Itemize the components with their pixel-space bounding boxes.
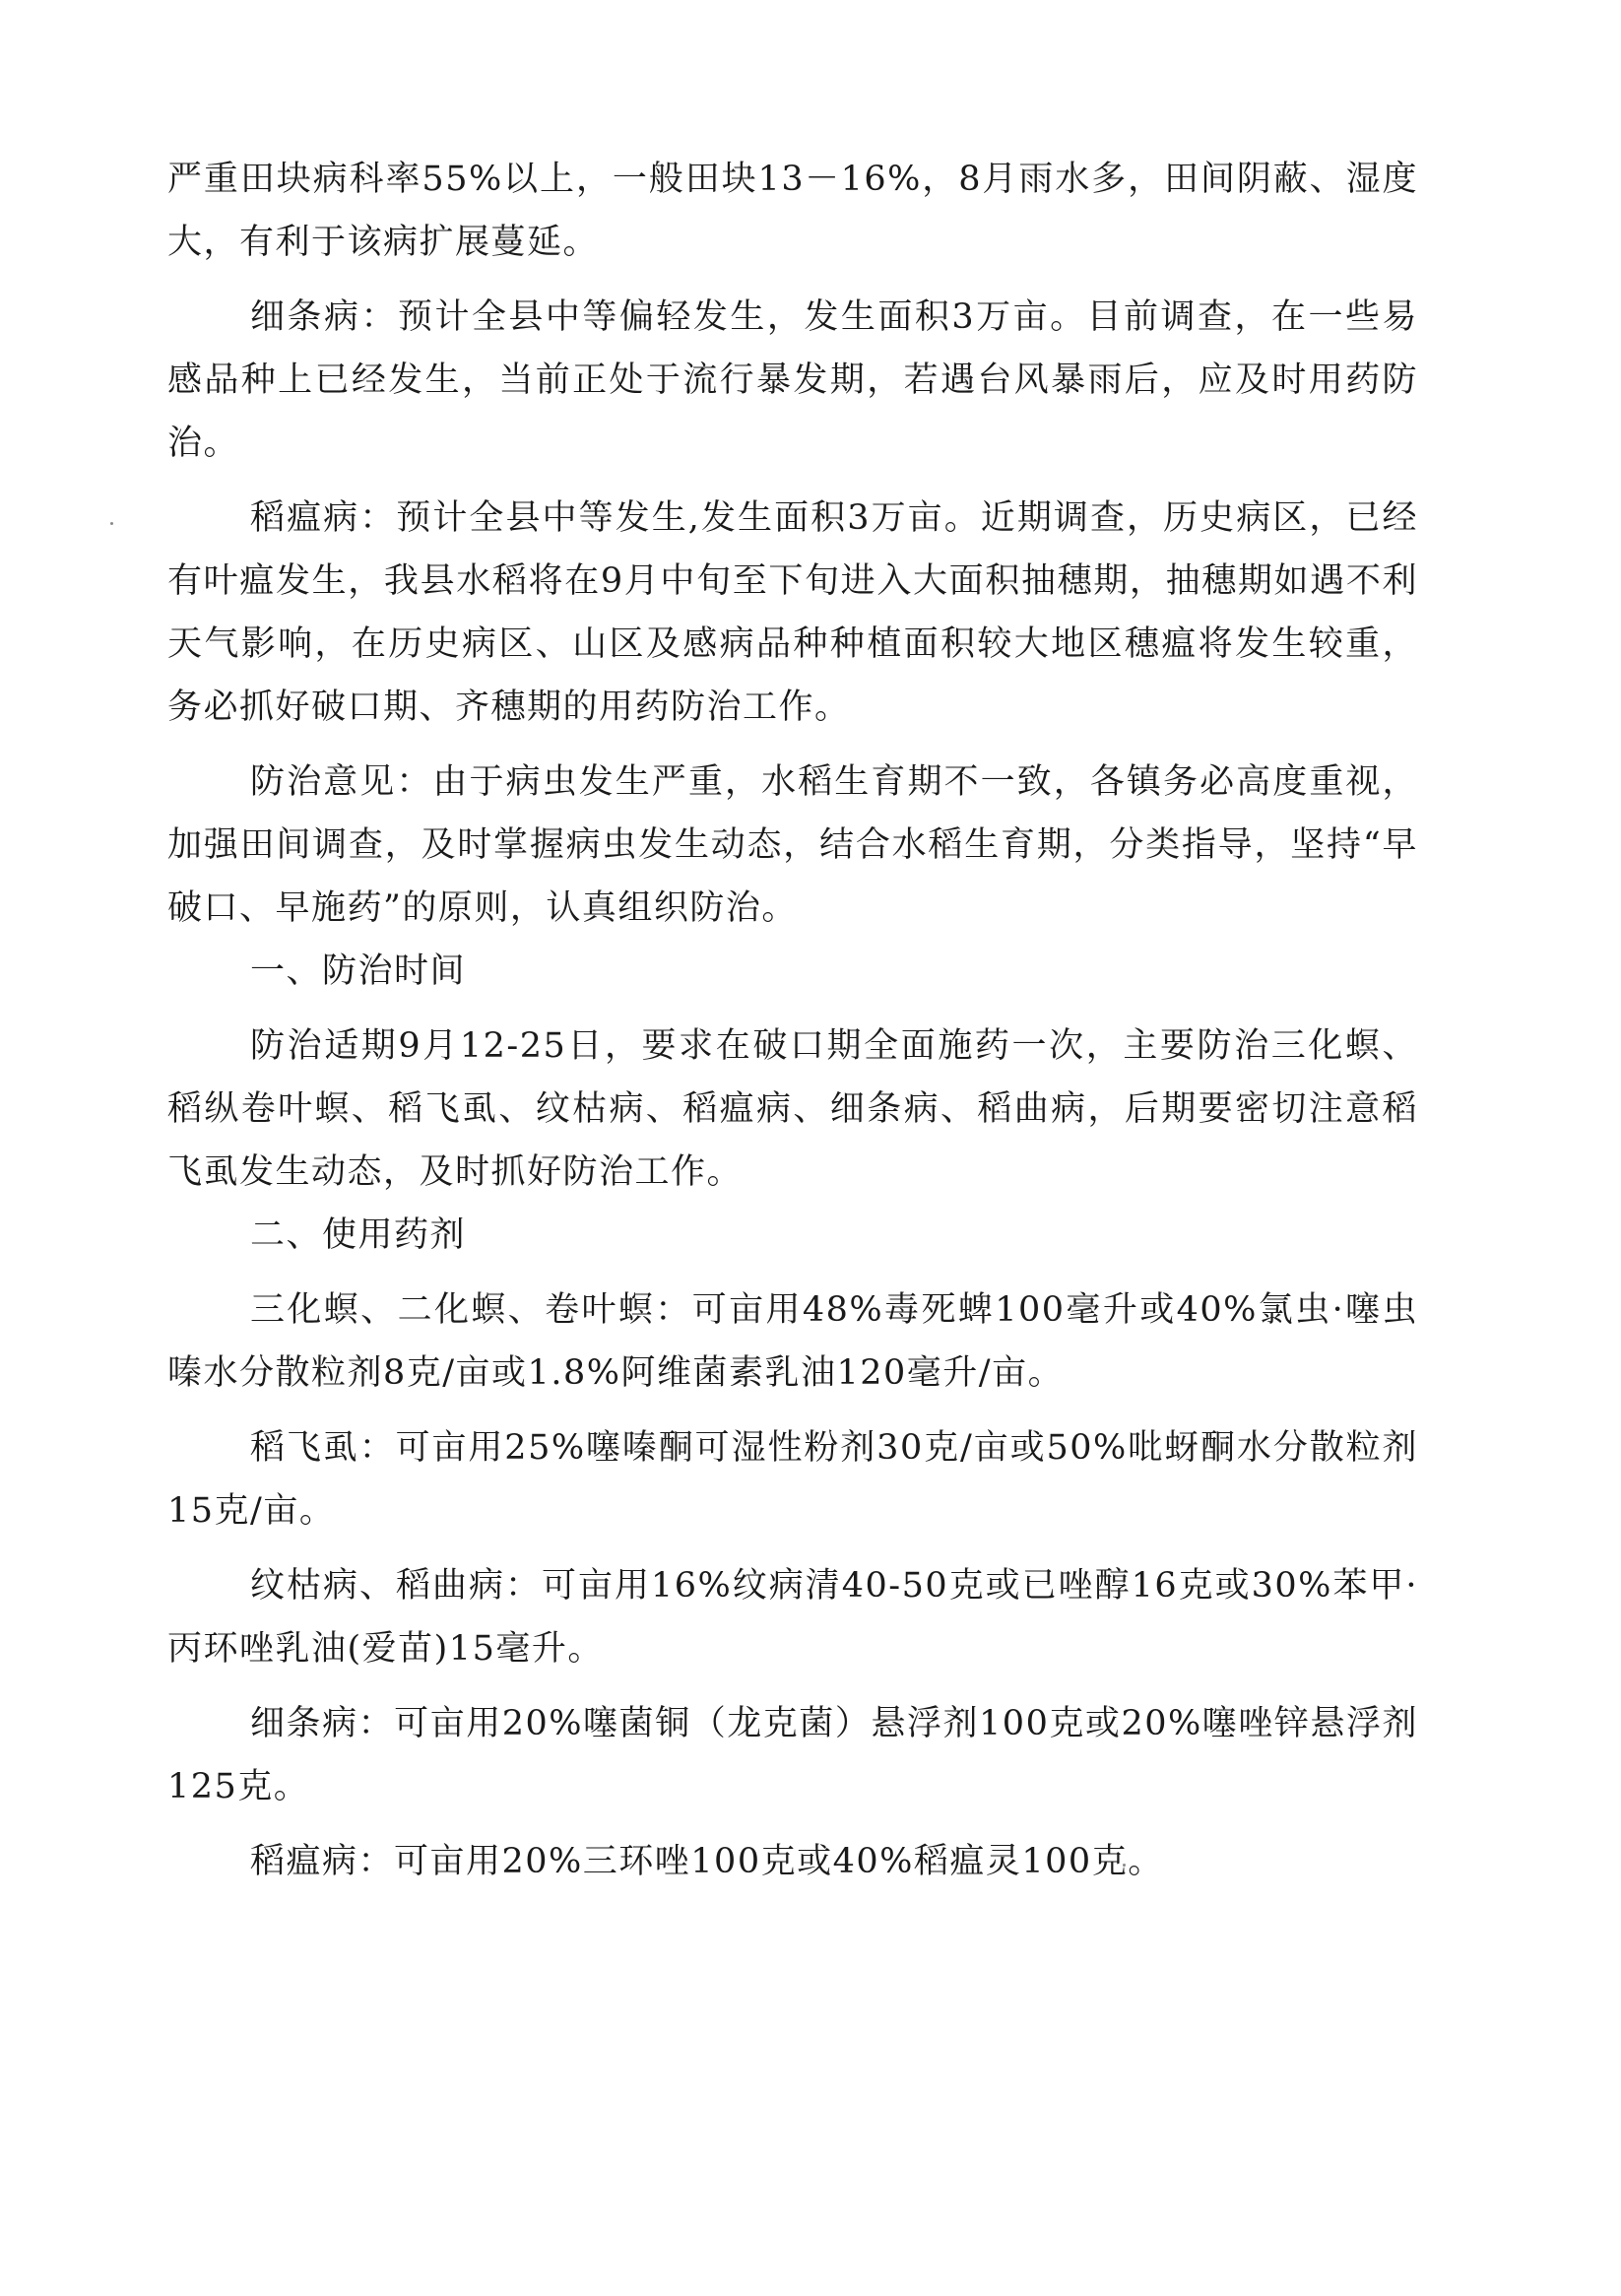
paragraph-control-advice: 防治意见：由于病虫发生严重，水稻生育期不一致，各镇务必高度重视，加强田间调查，及时掌握病虫发生动态，结合水稻生育期，分类指导，坚持“早破口、早施药”的原则，认真组织防治。 bbox=[167, 762, 1418, 928]
paragraph-rice-blast: 稻瘟病：预计全县中等发生,发生面积3万亩。近期调查，历史病区，已经有叶瘟发生，我县水稻将在9月中旬至下旬进入大面积抽穗期，抽穗期如遇不利天气影响，在历史病区、山区及感病品种种植面积较大地区穗瘟将发生较重，务必抓好破口期、齐穗期的用药防治工作。 bbox=[167, 498, 1418, 727]
section-heading-control-timing: 一、防治时间 bbox=[250, 951, 467, 991]
section-heading-pesticides: 二、使用药剂 bbox=[250, 1215, 467, 1255]
paragraph-bacterial-leaf-streak: 细条病：预计全县中等偏轻发生，发生面积3万亩。目前调查，在一些易感品种上已经发生，当前正处于流行暴发期，若遇台风暴雨后，应及时用药防治。 bbox=[167, 297, 1418, 463]
pesticide-item-borers: 三化螟、二化螟、卷叶螟：可亩用48%毒死蜱100毫升或40%氯虫·噻虫嗪水分散粒剂8克/亩或1.8%阿维菌素乳油120毫升/亩。 bbox=[167, 1290, 1418, 1393]
document-body bbox=[167, 148, 1418, 1893]
paragraph-disease-spread: 严重田块病科率55%以上，一般田块13－16%，8月雨水多，田间阴蔽、湿度大，有利于该病扩展蔓延。 bbox=[167, 160, 1418, 262]
paragraph-control-timing: 防治适期9月12-25日，要求在破口期全面施药一次，主要防治三化螟、稻纵卷叶螟、稻飞虱、纹枯病、稻瘟病、细条病、稻曲病，后期要密切注意稻飞虱发生动态，及时抓好防治工作。 bbox=[167, 1026, 1418, 1192]
pesticide-item-sheath-blight: 纹枯病、稻曲病：可亩用16%纹病清40-50克或已唑醇16克或30%苯甲·丙环唑乳油(爱苗)15毫升。 bbox=[167, 1566, 1418, 1669]
pesticide-item-planthopper: 稻飞虱：可亩用25%噻嗪酮可湿性粉剂30克/亩或50%吡蚜酮水分散粒剂15克/亩。 bbox=[167, 1428, 1418, 1531]
pesticide-item-rice-blast: 稻瘟病：可亩用20%三环唑100克或40%稻瘟灵100克。 bbox=[250, 1842, 1164, 1881]
scan-speck bbox=[110, 522, 113, 525]
pesticide-item-leaf-streak: 细条病：可亩用20%噻菌铜（龙克菌）悬浮剂100克或20%噻唑锌悬浮剂125克。 bbox=[167, 1704, 1418, 1806]
